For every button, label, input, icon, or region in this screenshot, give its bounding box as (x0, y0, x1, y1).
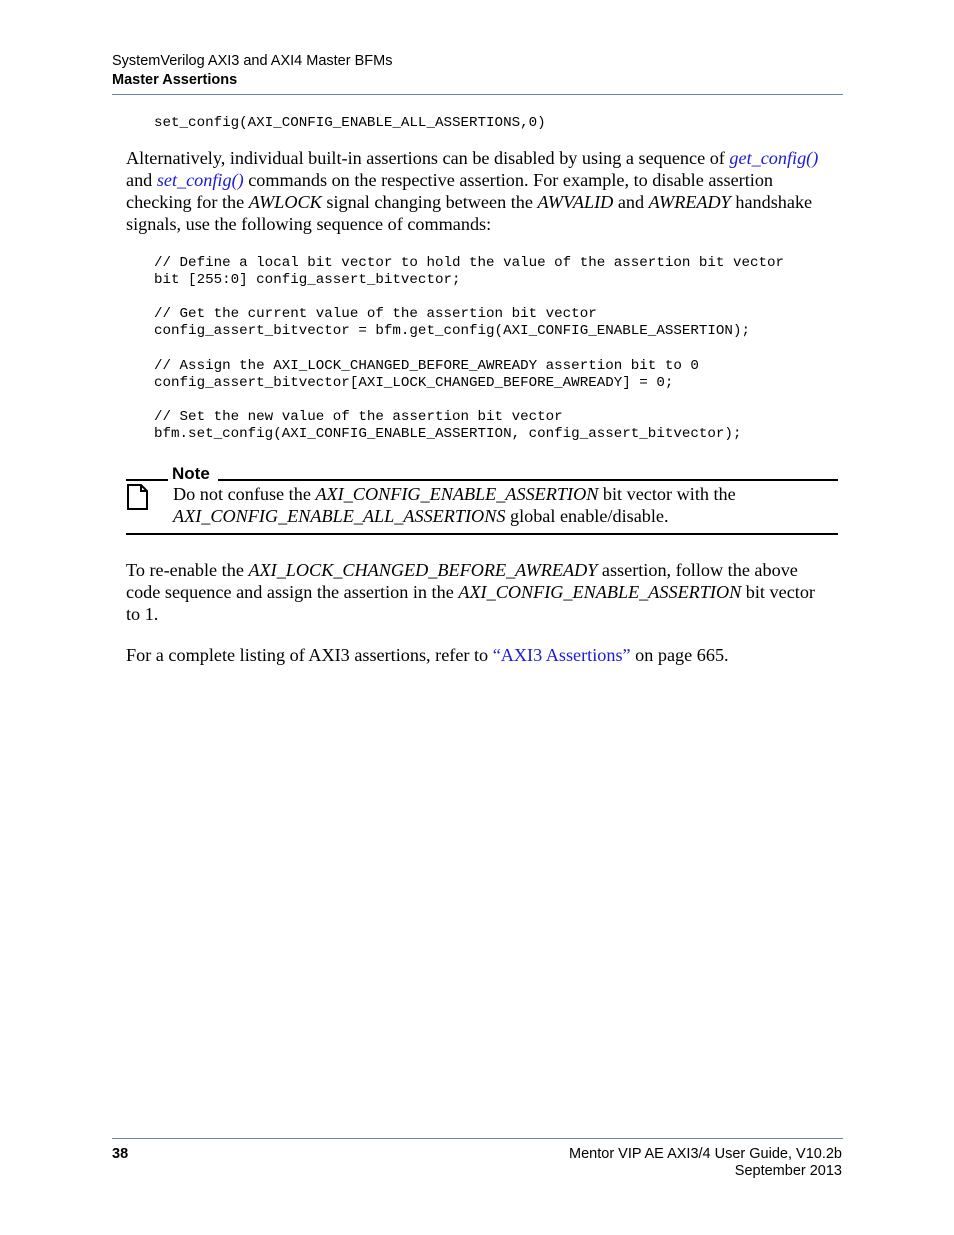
code-comment: // Assign the AXI_LOCK_CHANGED_BEFORE_AWREADY assertion bit to 0 (154, 358, 699, 374)
code-comment: // Get the current value of the assertion bit vector (154, 306, 597, 322)
code-line: bfm.set_config(AXI_CONFIG_ENABLE_ASSERTION, config_assert_bitvector); (154, 426, 742, 442)
paragraph-line: code sequence and assign the assertion in the AXI_CONFIG_ENABLE_ASSERTION bit vector (126, 582, 815, 602)
guide-title: Mentor VIP AE AXI3/4 User Guide, V10.2b (569, 1146, 842, 1162)
paragraph-line: to 1. (126, 604, 159, 624)
code-line: set_config(AXI_CONFIG_ENABLE_ALL_ASSERTIONS,0) (154, 115, 546, 131)
note-top-rule-right (218, 479, 838, 481)
paragraph-line: To re-enable the AXI_LOCK_CHANGED_BEFORE_AWREADY assertion, follow the above (126, 560, 798, 580)
paragraph-line: and set_config() commands on the respective assertion. For example, to disable assertion (126, 170, 774, 190)
header-rule (112, 94, 843, 95)
axi3-assertions-link[interactable]: “AXI3 Assertions” (492, 645, 631, 665)
section-title: Master Assertions (112, 72, 238, 88)
paragraph-line: checking for the AWLOCK signal changing between the AWVALID and AWREADY handshake (126, 192, 813, 212)
paragraph-line: For a complete listing of AXI3 assertions, refer to “AXI3 Assertions” on page 665. (126, 645, 729, 665)
note-page-icon (126, 483, 150, 511)
note-text-line: Do not confuse the AXI_CONFIG_ENABLE_ASSERTION bit vector with the (173, 484, 736, 504)
note-top-rule-left (126, 479, 168, 481)
code-line: bit [255:0] config_assert_bitvector; (154, 272, 461, 288)
code-line: config_assert_bitvector[AXI_LOCK_CHANGED_BEFORE_AWREADY] = 0; (154, 375, 674, 391)
code-comment: // Set the new value of the assertion bit vector (154, 409, 563, 425)
set-config-link[interactable]: set_config() (156, 170, 244, 190)
footer-rule (112, 1138, 843, 1139)
doc-title: SystemVerilog AXI3 and AXI4 Master BFMs (112, 53, 393, 69)
note-text-line: AXI_CONFIG_ENABLE_ALL_ASSERTIONS global enable/disable. (173, 506, 669, 526)
note-title: Note (172, 464, 210, 483)
get-config-link[interactable]: get_config() (729, 148, 819, 168)
code-comment: // Define a local bit vector to hold the value of the assertion bit vector (154, 255, 785, 271)
guide-date: September 2013 (734, 1163, 842, 1179)
paragraph-line: Alternatively, individual built-in assertions can be disabled by using a sequence of get_config() (126, 148, 819, 168)
page-number: 38 (112, 1146, 129, 1162)
paragraph-line: signals, use the following sequence of commands: (126, 214, 492, 234)
note-bottom-rule (126, 533, 838, 535)
code-line: config_assert_bitvector = bfm.get_config(AXI_CONFIG_ENABLE_ASSERTION); (154, 323, 750, 339)
